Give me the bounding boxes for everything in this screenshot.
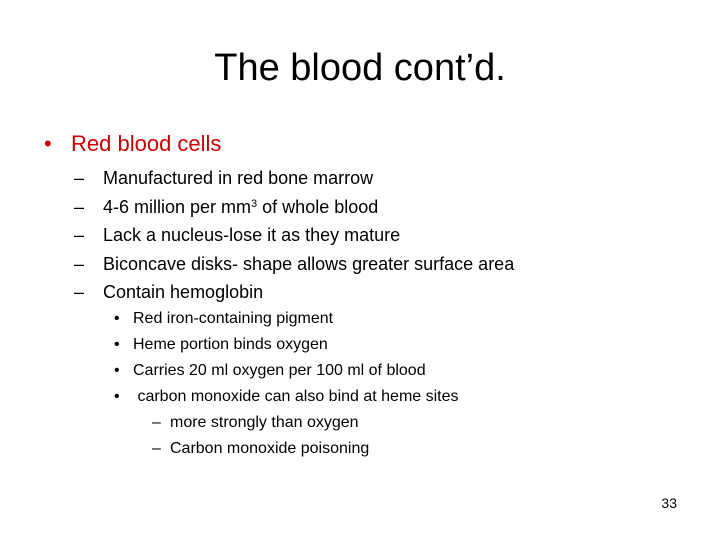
bullet-dot-icon: •	[114, 336, 120, 353]
list-item: • Heme portion binds oxygen	[114, 332, 459, 358]
list-item: • carbon monoxide can also bind at heme sites	[114, 384, 459, 410]
bullet-dot-icon: •	[114, 388, 120, 405]
dash-icon: –	[152, 440, 161, 457]
list-item: – more strongly than oxygen	[152, 410, 369, 436]
dash-icon: –	[74, 196, 85, 217]
dash-icon: –	[152, 414, 161, 431]
dash-icon: –	[74, 168, 85, 188]
dash-icon: –	[74, 282, 85, 302]
red-cell-facts-list	[74, 164, 514, 307]
list-item: – Contain hemoglobin	[74, 278, 514, 307]
list-item: – Manufactured in red bone marrow	[74, 164, 514, 193]
carbon-monoxide-list	[152, 410, 369, 462]
list-item: – Lack a nucleus-lose it as they mature	[74, 221, 514, 250]
superscript: 3	[251, 197, 258, 210]
list-item: • Carries 20 ml oxygen per 100 ml of blood	[114, 358, 459, 384]
bullet-dot-icon: •	[114, 362, 120, 379]
dash-icon: –	[74, 225, 85, 245]
bullet-dot-icon: •	[44, 131, 52, 156]
bullet-dot-icon: •	[114, 310, 120, 327]
list-item: – 4-6 million per $mm^3$ of whole blood	[74, 193, 514, 222]
hemoglobin-list	[114, 306, 459, 410]
page-number: 33	[661, 495, 677, 511]
list-item: – Carbon monoxide poisoning	[152, 436, 369, 462]
list-item: • Red iron-containing pigment	[114, 306, 459, 332]
main-bullet	[44, 130, 221, 158]
main-bullet-text: Red blood cells	[71, 131, 222, 156]
list-item: – Biconcave disks- shape allows greater surface area	[74, 250, 514, 279]
slide-title: The blood cont’d.	[214, 47, 506, 89]
dash-icon: –	[74, 253, 85, 274]
